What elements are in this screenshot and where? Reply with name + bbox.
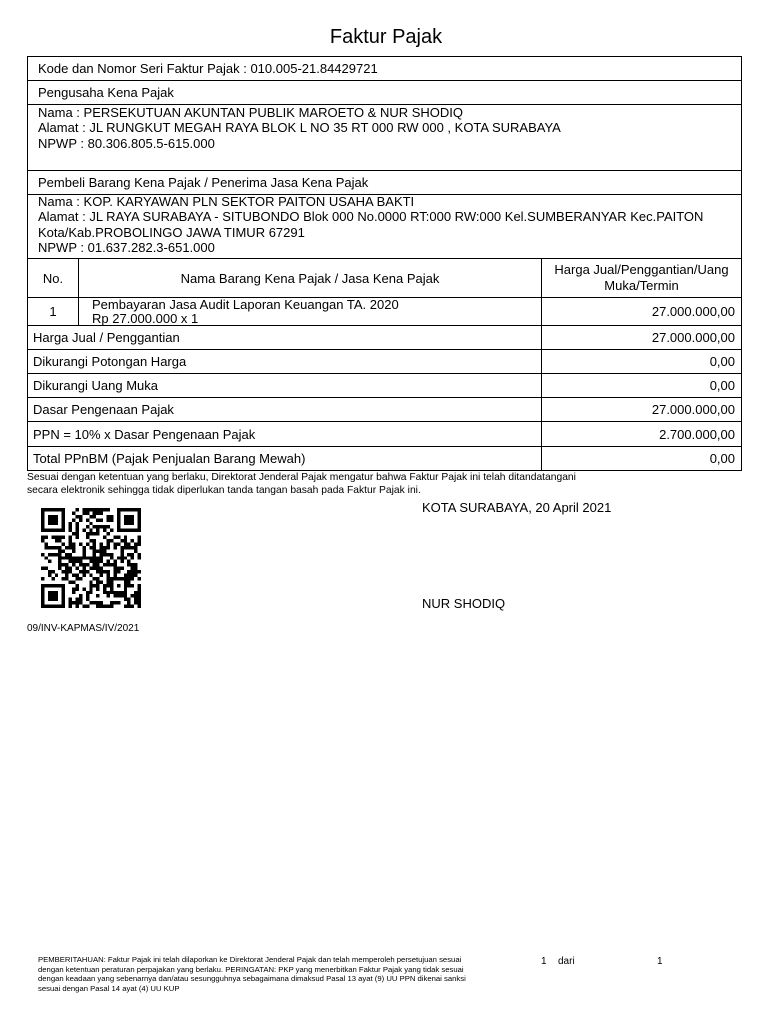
summary-label-potongan-harga: Dikurangi Potongan Harga <box>33 354 187 369</box>
summary-label-harga-jual: Harga Jual / Penggantian <box>33 330 180 345</box>
seller-name-label: Nama : <box>38 105 80 120</box>
seller-info <box>27 104 742 171</box>
items-header-price-line-2: Muka/Termin <box>604 278 679 293</box>
seller-address-label: Alamat : <box>38 120 86 136</box>
summary-row-value <box>541 325 742 350</box>
buyer-address-line-2 <box>38 225 741 240</box>
summary-row-label <box>27 373 542 398</box>
item-row-name <box>78 297 542 326</box>
item-row-no <box>27 297 79 326</box>
buyer-npwp: 01.637.282.3-651.000 <box>87 239 215 255</box>
buyer-npwp-line <box>38 240 741 255</box>
summary-row-label <box>27 397 542 422</box>
seller-npwp-label: NPWP : <box>38 135 84 151</box>
buyer-address-line <box>38 209 741 224</box>
buyer-name-line <box>38 194 741 209</box>
summary-label-ppn: PPN = 10% x Dasar Pengenaan Pajak <box>33 426 256 442</box>
summary-label-ppnbm: Total PPnBM (Pajak Penjualan Barang Mewah) <box>33 451 306 466</box>
buyer-address: JL RAYA SURABAYA - SITUBONDO Blok 000 No.0000 RT:000 RW:000 Kel.SUMBERANYAR Kec.PAITON <box>89 209 704 225</box>
item-price: 27.000.000,00 <box>651 304 735 319</box>
item-no: 1 <box>49 304 57 319</box>
item-row-price <box>541 297 742 326</box>
summary-row-label <box>27 421 542 447</box>
summary-row-value <box>541 349 742 374</box>
e-signature-note <box>27 472 576 497</box>
invoice-serial-label: Kode dan Nomor Seri Faktur Pajak : <box>38 61 247 76</box>
buyer-section-header <box>27 170 742 195</box>
buyer-name: KOP. KARYAWAN PLN SEKTOR PAITON USAHA BAKTI <box>83 194 415 209</box>
summary-label-dpp: Dasar Pengenaan Pajak <box>33 402 174 417</box>
seller-address: JL RUNGKUT MEGAH RAYA BLOK L NO 35 RT 000 RW 000 , KOTA SURABAYA <box>89 120 561 136</box>
seller-section-header <box>27 80 742 105</box>
summary-value-harga-jual: 27.000.000,00 <box>651 330 735 345</box>
page-title: Faktur Pajak <box>329 26 443 48</box>
items-header-name-label: Nama Barang Kena Pajak / Jasa Kena Pajak <box>180 270 440 286</box>
invoice-serial-line <box>38 61 378 76</box>
place-date: KOTA SURABAYA, 20 April 2021 <box>422 500 612 515</box>
footer-notice-line-1: PEMBERITAHUAN: Faktur Pajak ini telah dilaporkan ke Direktorat Jenderal Pajak dan telah memperoleh persetujuan sesuai <box>38 955 462 964</box>
summary-row-label <box>27 446 542 471</box>
invoice-reference: 09/INV-KAPMAS/IV/2021 <box>27 623 140 634</box>
seller-section-title: Pengusaha Kena Pajak <box>38 85 174 100</box>
summary-row-label <box>27 325 542 350</box>
buyer-info-lines <box>38 194 741 255</box>
page-current: 1 <box>541 956 547 967</box>
qr-code <box>41 508 141 608</box>
seller-name: PERSEKUTUAN AKUNTAN PUBLIK MAROETO & NUR SHODIQ <box>83 105 464 120</box>
seller-npwp-line <box>38 136 741 151</box>
summary-value-uang-muka: 0,00 <box>709 378 735 393</box>
summary-row-value <box>541 446 742 471</box>
invoice-serial-row <box>27 56 742 81</box>
summary-value-potongan-harga: 0,00 <box>709 354 735 369</box>
footer-notice-line-3: dengan keadaan yang sebenarnya dan/atau sesungguhnya sebagaimana dimaksud Pasal 13 ayat (9) UU PPN dikenai sanksi <box>38 974 466 984</box>
summary-value-ppnbm: 0,00 <box>709 451 735 466</box>
items-header-price <box>541 258 742 298</box>
item-quantity-price: Rp 27.000.000 x 1 <box>92 310 199 326</box>
buyer-section-title: Pembeli Barang Kena Pajak / Penerima Jasa Kena Pajak <box>38 175 369 190</box>
buyer-address-label: Alamat : <box>38 209 86 225</box>
summary-row-value <box>541 421 742 447</box>
summary-value-dpp: 27.000.000,00 <box>651 402 735 417</box>
summary-value-ppn: 2.700.000,00 <box>659 426 735 442</box>
invoice-serial-number: 010.005-21.84429721 <box>250 61 378 76</box>
page-total: 1 <box>657 956 663 967</box>
qr-code-modules <box>41 508 141 608</box>
items-header-no <box>27 258 79 298</box>
summary-row-value <box>541 397 742 422</box>
seller-name-line <box>38 105 741 120</box>
footer-notice <box>38 955 466 994</box>
footer-notice-line-4: sesuai dengan Pasal 14 ayat (4) UU KUP <box>38 984 180 994</box>
summary-label-uang-muka: Dikurangi Uang Muka <box>33 378 159 393</box>
page-of-label: dari <box>558 956 575 967</box>
buyer-npwp-label: NPWP : <box>38 239 84 255</box>
buyer-name-label: Nama : <box>38 194 80 209</box>
items-header-name <box>78 258 542 298</box>
seller-npwp: 80.306.805.5-615.000 <box>87 135 215 151</box>
seller-address-line <box>38 120 741 135</box>
summary-row-label <box>27 349 542 374</box>
buyer-info <box>27 194 742 259</box>
signer-name: NUR SHODIQ <box>422 596 506 611</box>
buyer-address-continued: Kota/Kab.PROBOLINGO JAWA TIMUR 67291 <box>38 224 305 240</box>
e-signature-note-line-2: secara elektronik sehingga tidak diperlukan tanda tangan basah pada Faktur Pajak ini. <box>27 484 421 496</box>
footer-notice-line-2: dengan ketentuan peraturan perpajakan yang berlaku. PERINGATAN: PKP yang menerbitkan Faktur Pajak yang tidak sesuai <box>38 964 464 974</box>
items-header-price-line-1: Harga Jual/Penggantian/Uang <box>554 262 729 277</box>
item-description: Pembayaran Jasa Audit Laporan Keuangan TA. 2020 <box>92 297 399 312</box>
summary-row-value <box>541 373 742 398</box>
e-signature-note-line-1: Sesuai dengan ketentuan yang berlaku, Direktorat Jenderal Pajak mengatur bahwa Faktur Pajak ini telah ditandatangani <box>27 472 576 483</box>
items-header-no-label: No. <box>42 270 64 286</box>
